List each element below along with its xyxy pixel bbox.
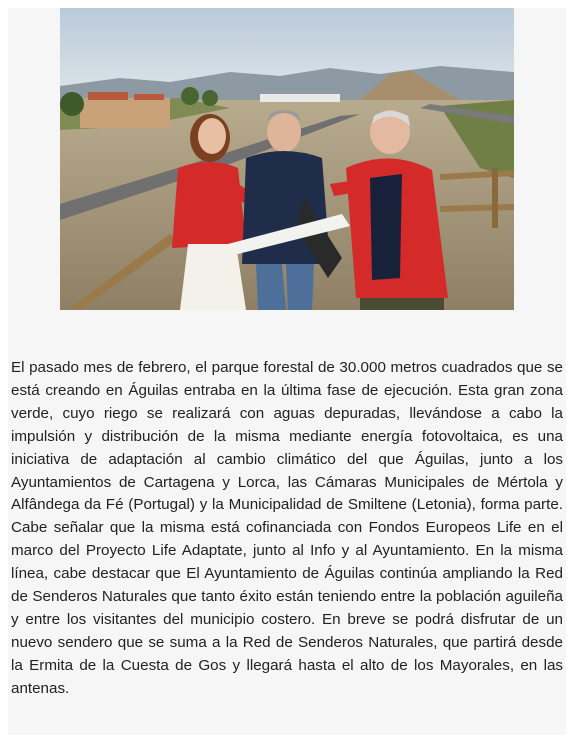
article-body-text: El pasado mes de febrero, el parque forestal de 30.000 metros cuadrados que se está creando en Águilas entraba en la última fase de ejecución. Esta gran zona verde, cuyo riego se realizará con aguas depuradas, llevándose a cabo la impulsión y distribución de la misma mediante energía fotovoltaica, es una iniciativa de adaptación al cambio climático del que Águilas, junto a los Ayuntamientos de Cartagena y Lorca, las Cámaras Municipales de Mértola y Alfândega da Fé (Portugal) y la Municipalidad de Smiltene (Letonia), forma parte. Cabe señalar que la misma está cofinanciada con Fondos Europeos Life en el marco del Proyecto Life Adaptate, junto al Info y al Ayuntamiento. En la misma línea, cabe destacar que El Ayuntamiento de Águilas continúa ampliando la Red de Senderos Naturales que tanto éxito están teniendo entre la población aguileña y entre los visitantes del municipio costero. En breve se podrá disfrutar de un nuevo sendero que se suma a la Red de Senderos Naturales, que partirá desde la Ermita de la Cuesta de Gos y llegará hasta el alto de los Mayorales, en las antenas.: [11, 359, 563, 697]
article-card: [8, 8, 566, 735]
article-photo: [60, 8, 514, 310]
photo-image: [60, 8, 514, 310]
